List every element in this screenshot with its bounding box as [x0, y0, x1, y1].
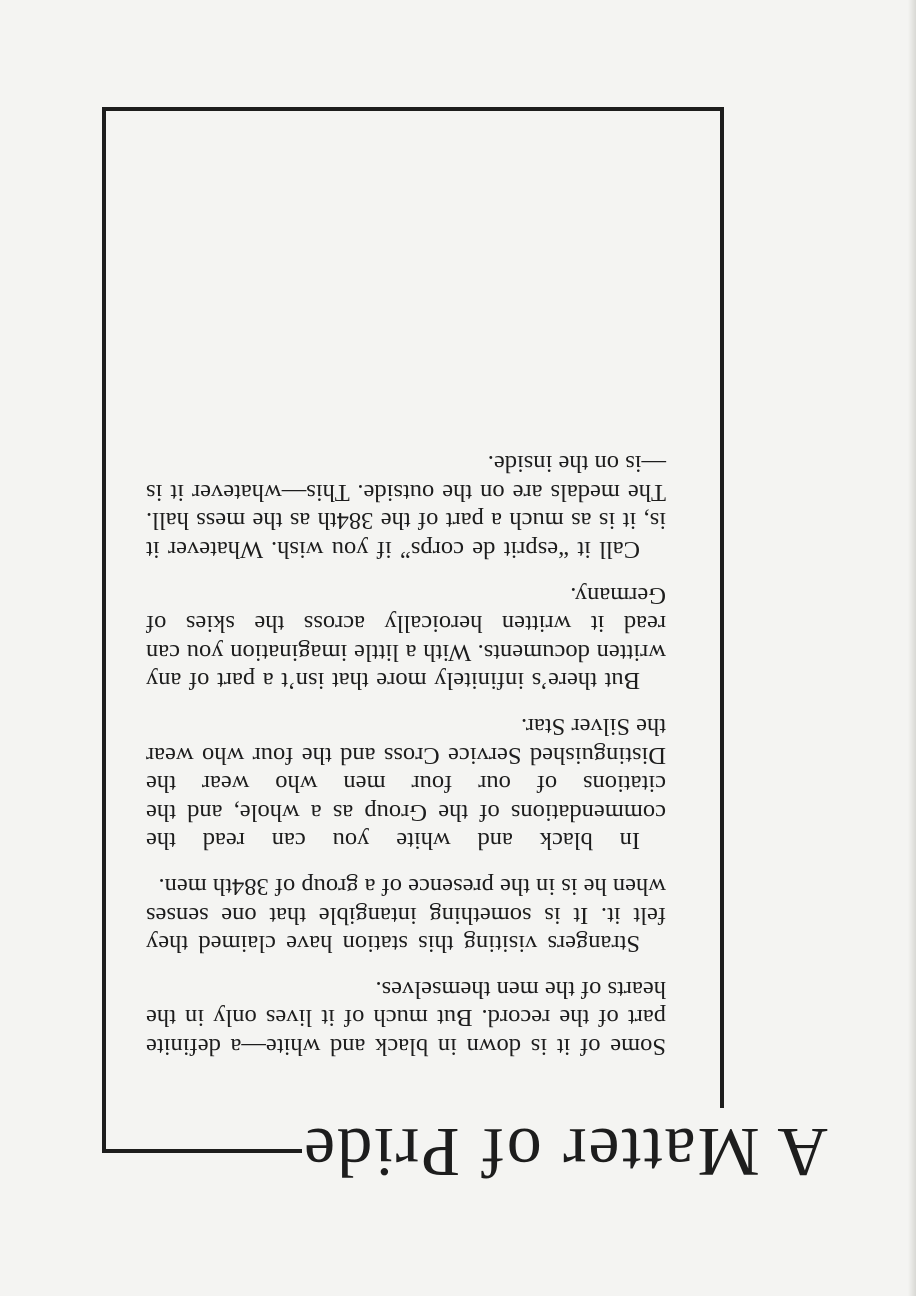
- frame-rule-top: [104, 1149, 302, 1153]
- paragraph: Strangers visiting this station have claimed they felt it. It is something intangible that one senses when he is in the presence of a group of 384th men.: [146, 873, 666, 958]
- paragraph: Some of it is down in black and white—a definite part of the record. But much of it lives only in the hearts of the men themselves.: [146, 975, 666, 1060]
- paragraph: Call it “esprit de corps” if you wish. Whatever it is, it is as much a part of the 384th as the mess hall. The medals are on the outside. This—whatever it is—is on the inside.: [146, 450, 666, 564]
- paragraph: But there’s infinitely more that isn’t a part of any written documents. With a little imagination you can read it written heroically across the skies of Germany.: [146, 581, 666, 695]
- article-body: [146, 432, 666, 1060]
- frame-rule-bottom: [102, 107, 724, 111]
- paragraph: In black and white you can read the commendations of the Group as a whole, and the citations of our four men who wear the Distinguished Service Cross and the four who wear the Silver Star.: [146, 713, 666, 855]
- page-title: A Matter of Pride: [302, 1113, 828, 1190]
- frame-rule-left: [720, 108, 724, 1108]
- frame-rule-right: [102, 108, 106, 1153]
